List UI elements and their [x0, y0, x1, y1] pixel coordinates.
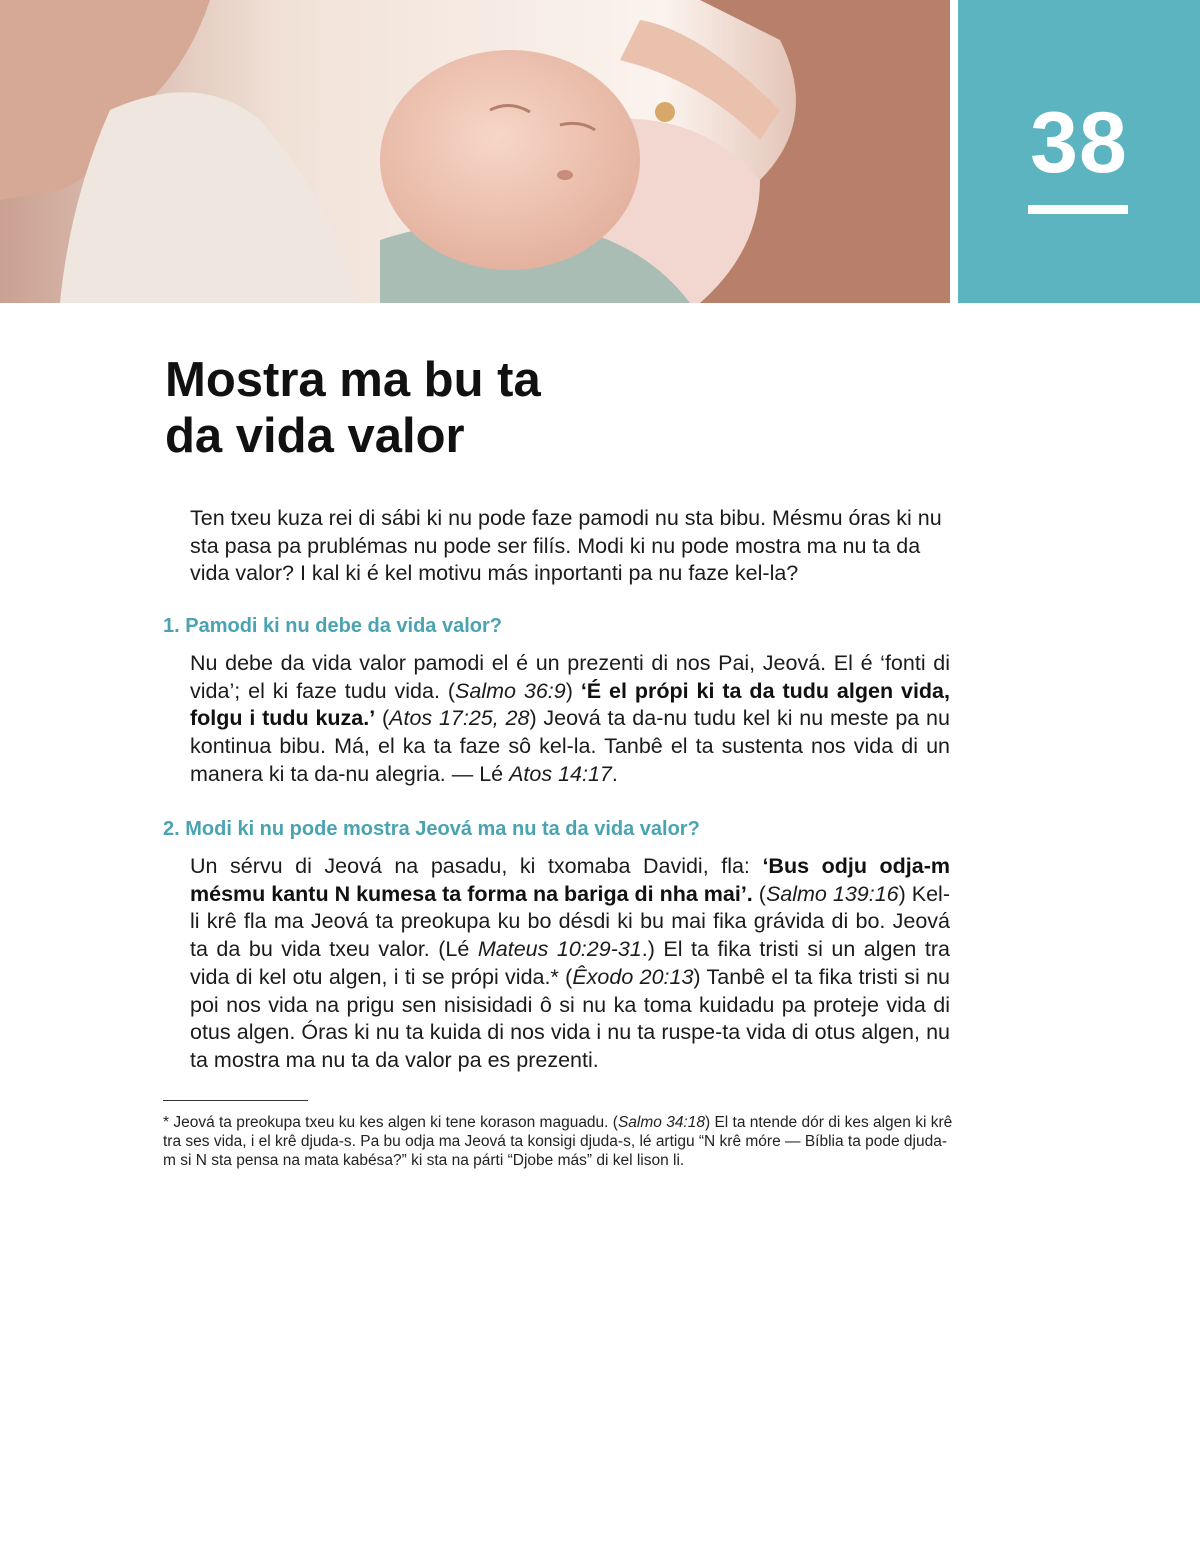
footnote: * Jeová ta preokupa txeu ku kes algen ki tene korason maguadu. (Salmo 34:18) El ta ntende dór di kes algen ki krê tra ses vida, i el krê djuda-s. Pa bu odja ma Jeová ta konsigi djuda-s, lé artigu “N krê móre — Bíblia ta pode djuda-m si N sta pensa na mata kabésa?” ki sta na párti “Djobe más” di kel lison li.	[163, 1114, 953, 1169]
scripture-ref: Salmo 34:18	[617, 1114, 705, 1131]
scripture-quote: ‘Bus odju odja-m mésmu kantu N kumesa ta forma na bariga di nha mai’.	[190, 854, 950, 906]
footnote-divider	[163, 1100, 308, 1101]
scripture-ref: Salmo 36:9	[455, 678, 566, 703]
lesson-number-panel	[958, 0, 1200, 303]
question-2: 2. Modi ki nu pode mostra Jeová ma nu ta da vida valor?	[163, 818, 700, 840]
question-1: 1. Pamodi ki nu debe da vida valor?	[163, 615, 502, 637]
answer-1: Nu debe da vida valor pamodi el é un prezenti di nos Pai, Jeová. El é ‘fonti di vida’; el ki faze tudu vida. (Salmo 36:9) ‘É el própi ki ta da tudu algen vida, folgu i tudu kuza.’ (Atos 17:25, 28) Jeová ta da-nu tudu kel ki nu meste pa nu kontinua bibu. Má, el ka ta faze sô kel-la. Tanbê el ta sustenta nos vida di un manera ki ta da-nu alegria. — Lé Atos 14:17.	[190, 651, 950, 786]
page-title	[165, 352, 865, 464]
sleeping-baby-illustration	[0, 0, 950, 303]
scripture-ref: Salmo 139:16	[765, 881, 899, 906]
hero-photo	[0, 0, 950, 303]
title-line-1: Mostra ma bu ta	[165, 353, 541, 407]
scripture-ref: Atos 14:17	[509, 761, 612, 786]
intro-paragraph: Ten txeu kuza rei di sábi ki nu pode faze pamodi nu sta bibu. Mésmu óras ki nu sta pasa pa prublémas nu pode ser filís. Modi ki nu pode mostra ma nu ta da vida valor? I kal ki é kel motivu más inportanti pa nu faze kel-la?	[190, 506, 942, 586]
lesson-number-underline	[1028, 205, 1128, 214]
scripture-quote: ‘É el própi ki ta da tudu algen vida, folgu i tudu kuza.’	[190, 678, 950, 731]
scripture-ref: Mateus 10:29-31	[477, 937, 642, 962]
title-line-2: da vida valor	[165, 409, 465, 463]
scripture-ref: Êxodo 20:13	[572, 964, 694, 989]
answer-2: Un sérvu di Jeová na pasadu, ki txomaba Davidi, fla: ‘Bus odju odja-m mésmu kantu N kumesa ta forma na bariga di nha mai’. (Salmo 139:16) Kel-li krê fla ma Jeová ta preokupa ku bo désdi ki bu mai fika grávida di bo. Jeová ta da bu vida txeu valor. (Lé Mateus 10:29-31.) El ta fika tristi si un algen tra vida di kel otu algen, i ti se própi vida.* (Êxodo 20:13) Tanbê el ta fika tristi si nu poi nos vida na prigu sen nisisidadi ô si nu ka toma kuidadu pa proteje vida di otus algen. Óras ki nu ta kuida di nos vida i nu ta ruspe-ta vida di otus algen, nu ta mostra ma nu ta da valor pa es prezenti.	[190, 854, 950, 1072]
scripture-ref: Atos 17:25, 28	[389, 706, 530, 731]
lesson-number: 38	[1030, 95, 1128, 191]
